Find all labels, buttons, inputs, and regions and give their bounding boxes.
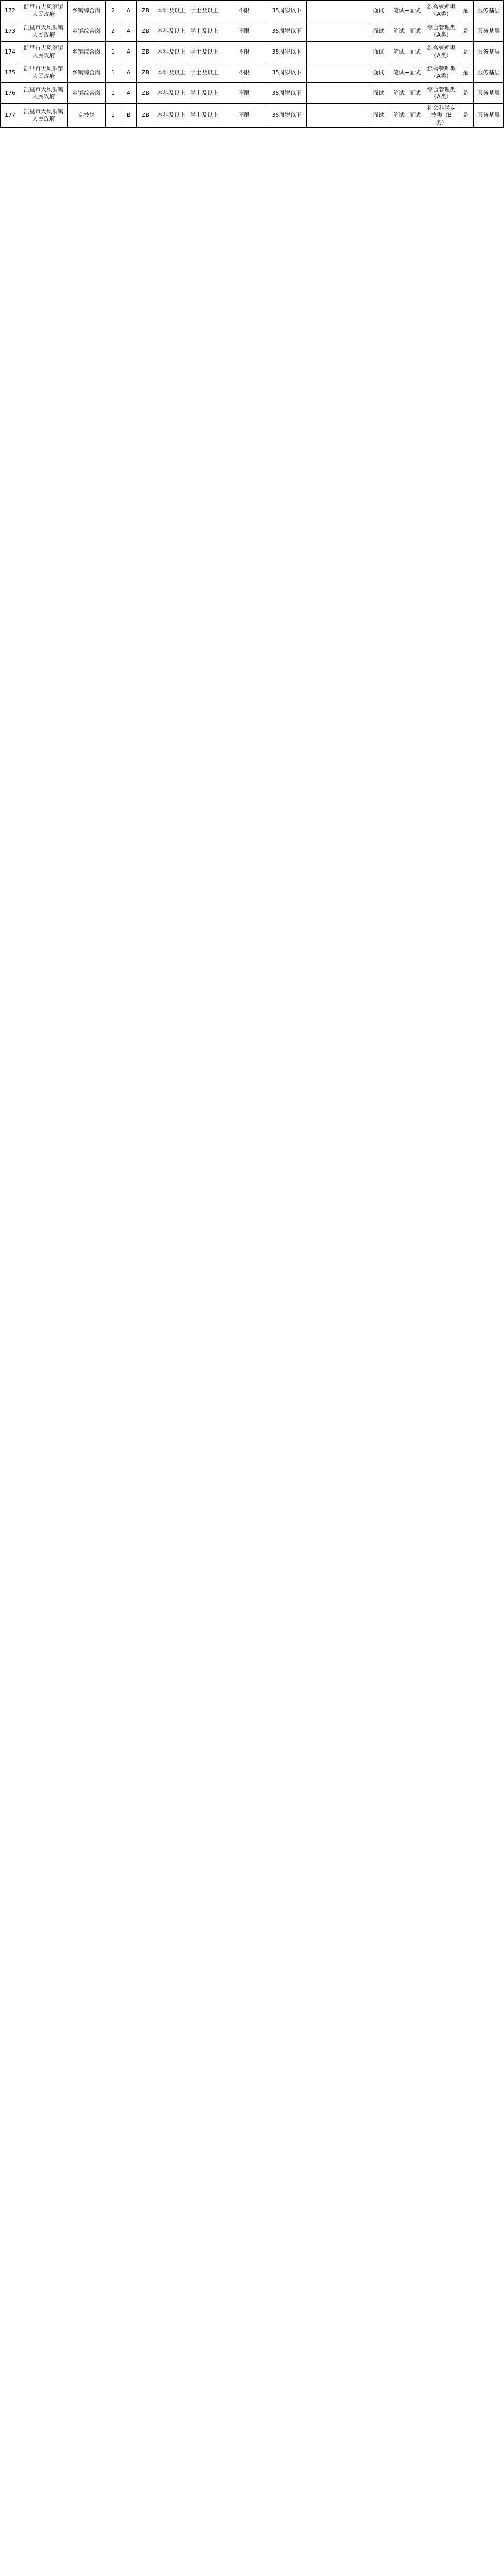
table-cell: 35周岁以下 [267,21,307,42]
table-cell: B [121,104,137,128]
table-cell: 综合管理类（A类） [425,42,458,62]
table-cell: 174 [1,42,20,62]
table-cell: 35周岁以下 [267,83,307,104]
table-cell: 本科及以上 [155,1,188,21]
table-cell: 不限 [221,62,267,83]
table-cell: 凯里市大风洞镇人民政府 [20,62,68,83]
table-row [1,1,504,21]
table-cell: 是 [458,42,474,62]
table-cell: 笔试+面试 [389,21,425,42]
table-cell: 学士及以上 [188,21,221,42]
table-cell: 凯里市大风洞镇人民政府 [20,1,68,21]
table-cell: 173 [1,21,20,42]
table-cell: 不限 [221,21,267,42]
table-cell: 35周岁以下 [267,62,307,83]
table-cell: 172 [1,1,20,21]
table-cell: 176 [1,83,20,104]
table-cell: 综合管理类（A类） [425,83,458,104]
table-cell: 乡镇综合岗 [68,62,106,83]
table-cell: 不限 [221,42,267,62]
table-cell: 综合管理类（A类） [425,21,458,42]
table-cell: 不限 [221,1,267,21]
table-cell: 是 [458,1,474,21]
table-cell: 专技岗 [68,104,106,128]
table-cell: 面试 [368,42,389,62]
table-cell: 35周岁以下 [267,1,307,21]
table-cell: 乡镇综合岗 [68,83,106,104]
table-cell: 服务基层 [474,104,504,128]
table-cell: A [121,42,137,62]
table-cell: 学士及以上 [188,42,221,62]
table-cell: 凯里市大风洞镇人民政府 [20,104,68,128]
table-cell: ZB [137,21,155,42]
table-cell [307,83,368,104]
table-cell: ZB [137,42,155,62]
table-cell: 服务基层 [474,42,504,62]
table-cell: ZB [137,1,155,21]
table-cell: 1 [106,62,121,83]
table-cell: 不限 [221,83,267,104]
table-cell: 乡镇综合岗 [68,42,106,62]
table-cell: 是 [458,21,474,42]
table-cell: 服务基层 [474,83,504,104]
table-cell: 综合管理类（A类） [425,1,458,21]
table-cell: 本科及以上 [155,62,188,83]
table-cell: 凯里市大风洞镇人民政府 [20,83,68,104]
table-cell: 177 [1,104,20,128]
table-cell: 是 [458,83,474,104]
table-cell: 本科及以上 [155,21,188,42]
table-cell: 笔试+面试 [389,62,425,83]
table-cell: 175 [1,62,20,83]
table-body [1,1,504,128]
table-cell [307,21,368,42]
table-cell: 笔试+面试 [389,1,425,21]
table-cell: 笔试+面试 [389,104,425,128]
table-cell: 服务基层 [474,1,504,21]
table-cell: A [121,83,137,104]
table-cell: A [121,62,137,83]
table-cell: 学士及以上 [188,1,221,21]
table-cell: 本科及以上 [155,104,188,128]
table-cell [307,42,368,62]
table-cell: 不限 [221,104,267,128]
table-cell: 1 [106,42,121,62]
table-cell: 面试 [368,1,389,21]
table-cell: ZB [137,83,155,104]
table-cell: 服务基层 [474,21,504,42]
table-cell: 学士及以上 [188,104,221,128]
table-cell: 35周岁以下 [267,104,307,128]
table-cell: A [121,21,137,42]
table-cell: 学士及以上 [188,62,221,83]
table-cell: 是 [458,62,474,83]
table-row [1,42,504,62]
table-cell: 乡镇综合岗 [68,21,106,42]
table-row [1,104,504,128]
table-cell: 服务基层 [474,62,504,83]
table-cell: 社会科学专技类（B类） [425,104,458,128]
table-cell: 本科及以上 [155,42,188,62]
table-row [1,21,504,42]
table-row [1,83,504,104]
table-cell: 1 [106,104,121,128]
table-cell: 是 [458,104,474,128]
table-cell: 2 [106,21,121,42]
table-cell: 面试 [368,104,389,128]
table-cell: 笔试+面试 [389,83,425,104]
table-cell: 面试 [368,83,389,104]
table-cell [307,1,368,21]
table-cell [307,62,368,83]
table-cell: 面试 [368,62,389,83]
table-row [1,62,504,83]
table-cell: 乡镇综合岗 [68,1,106,21]
table-cell: 面试 [368,21,389,42]
table-cell: ZB [137,104,155,128]
table-cell: 综合管理类（A类） [425,62,458,83]
table-cell: 35周岁以下 [267,42,307,62]
table-cell: ZB [137,62,155,83]
table-cell: 本科及以上 [155,83,188,104]
table-cell: 凯里市大风洞镇人民政府 [20,42,68,62]
table-cell: 2 [106,1,121,21]
table-cell: A [121,1,137,21]
table-cell: 笔试+面试 [389,42,425,62]
table-cell: 凯里市大风洞镇人民政府 [20,21,68,42]
table-cell [307,104,368,128]
table-cell: 1 [106,83,121,104]
table-cell: 学士及以上 [188,83,221,104]
recruitment-table [0,0,504,128]
